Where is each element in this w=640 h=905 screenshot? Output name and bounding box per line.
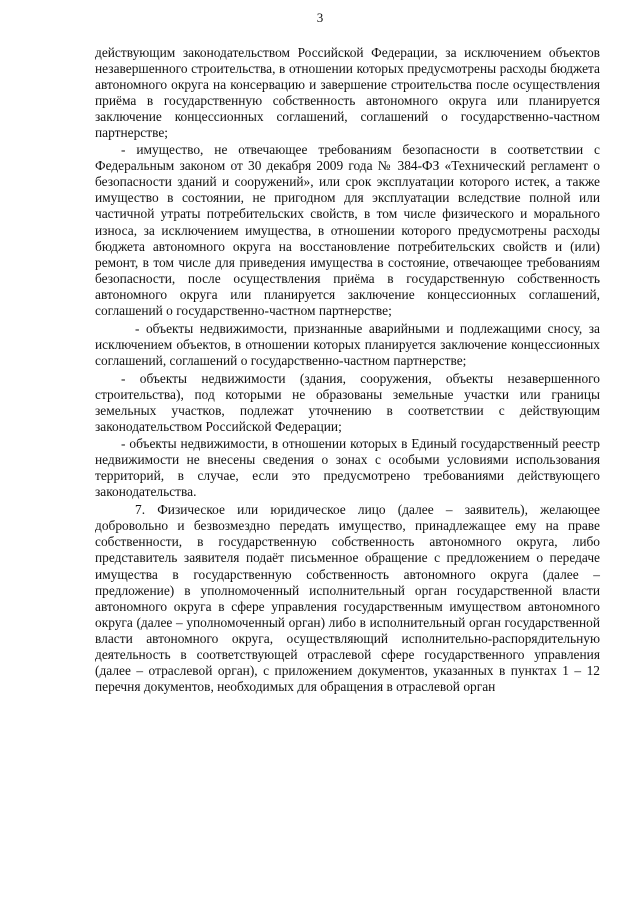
paragraph-emergency-objects: - объекты недвижимости, признанные аварийными и подлежащими сносу, за исключением объектов, в отношении которых планируется заключение концессионных соглашений, соглашений о государственно-частном партнерстве; — [95, 320, 600, 368]
paragraph-special-zones: - объекты недвижимости, в отношении которых в Единый государственный реестр недвижимости не внесены сведения о зонах с особыми условиями использования территорий, в случае, если это предусмотрено требованиями действующего законодательства. — [95, 436, 600, 500]
paragraph-unsafe-property: - имущество, не отвечающее требованиям безопасности в соответствии с Федеральным законом от 30 декабря 2009 года № 384-ФЗ «Технический регламент о безопасности зданий и сооружений», или срок эксплуатации которого истек, а также имущество в состоянии, не пригодном для эксплуатации вследствие полной или частичной утраты потребительских свойств, в том числе физического и морального износа, за исключением имущества, в отношении которого предусмотрены расходы бюджета автономного округа на восстановление потребительских свойств и (или) ремонт, в том числе для приведения имущества в состояние, отвечающее требованиям безопасности, после осуществления приёма в государственную собственность автономного округа или планируется заключение концессионных соглашений, соглашений о государственно-частном партнерстве; — [95, 142, 600, 318]
paragraph-continuation: действующим законодательством Российской Федерации, за исключением объектов незавершенного строительства, в отношении которых предусмотрены расходы бюджета автономного округа на консервацию и завершение строительства после осуществления приёма в государственную собственность автономного округа или планируется заключение концессионных соглашений, соглашений о государственно-частном партнерстве; — [95, 45, 600, 141]
document-body — [95, 45, 600, 695]
paragraph-item-7: 7. Физическое или юридическое лицо (далее – заявитель), желающее добровольно и безвозмездно передать имущество, принадлежащее ему на праве собственности, в государственную собственность автономного округа, либо представитель заявителя подаёт письменное обращение с предложением о передаче имущества в государственную собственность автономного округа (далее – предложение) в уполномоченный исполнительный орган государственной власти автономного округа в сфере управления государственным имуществом автономного округа (далее – уполномоченный орган) либо в исполнительный орган государственной власти автономного округа, осуществляющий исполнительно-распорядительную деятельность в соответствующей отраслевой сфере государственного управления (далее – отраслевой орган), с приложением документов, указанных в пунктах 1 – 12 перечня документов, необходимых для обращения в отраслевой орган — [95, 502, 600, 694]
page-number: 3 — [316, 10, 324, 25]
paragraph-no-land-plots: - объекты недвижимости (здания, сооружения, объекты незавершенного строительства), под которыми не образованы земельные участки или границы земельных участков, подлежат уточнению в соответствии с действующим законодательством Российской Федерации; — [95, 370, 600, 435]
